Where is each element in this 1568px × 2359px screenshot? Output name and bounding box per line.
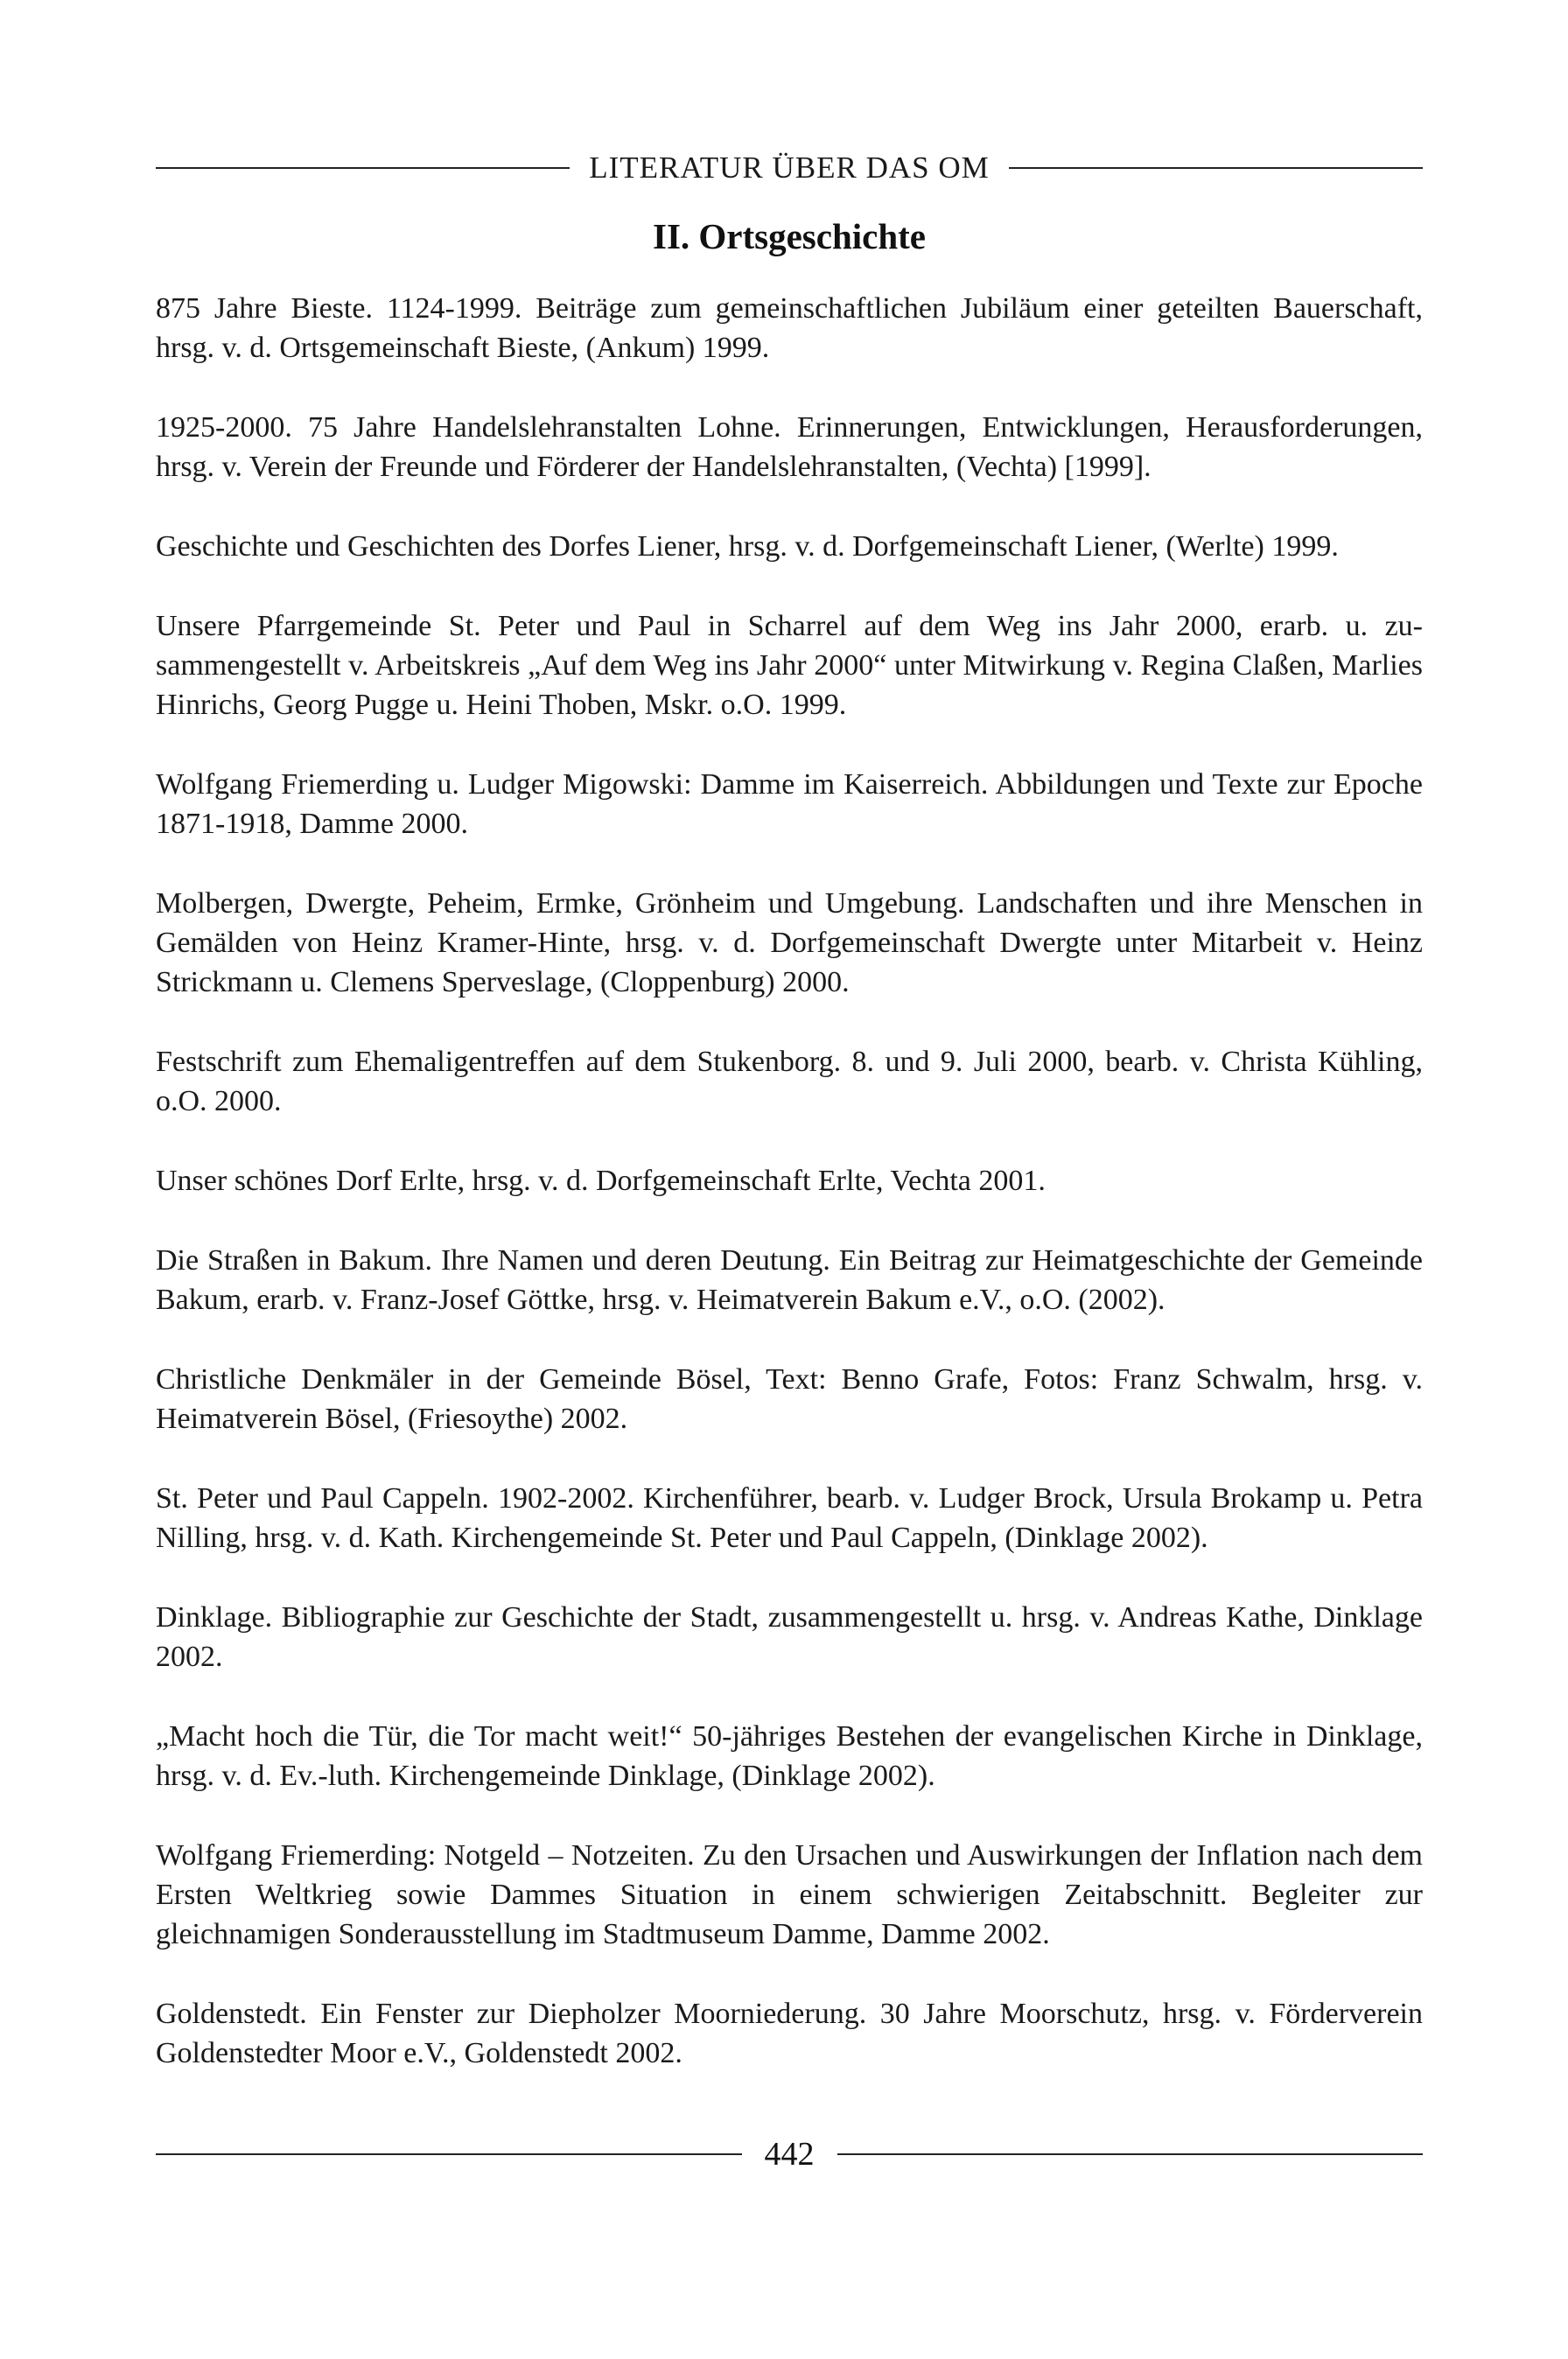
bibliography-entry: 1925-2000. 75 Jahre Handelslehranstalten Lohne. Erinnerungen, Entwicklungen, Herausforderungen, hrsg. v. Verein der Freunde und Förderer der Handelslehranstalten, (Vechta) [1999]. xyxy=(156,411,1423,483)
bibliography-entry: Festschrift zum Ehemaligentreffen auf dem Stukenborg. 8. und 9. Juli 2000, bearb. v. Christa Kühling, o.O. 2000. xyxy=(156,1046,1423,1117)
section-title: II. Ortsgeschichte xyxy=(652,216,926,256)
running-title: LITERATUR ÜBER DAS OM xyxy=(589,150,990,185)
bibliography-entry: Goldenstedt. Ein Fenster zur Diepholzer Moorniederung. 30 Jahre Moorschutz, hrsg. v. Förderverein Goldenstedter Moor e.V., Goldenstedt 2002. xyxy=(156,1998,1423,2069)
footer-rule-right xyxy=(837,2153,1424,2155)
bibliography-list xyxy=(156,289,1423,2113)
bibliography-entry: Unser schönes Dorf Erlte, hrsg. v. d. Dorfgemeinschaft Erlte, Vechta 2001. xyxy=(156,1165,1046,1197)
bibliography-entry: 875 Jahre Bieste. 1124-1999. Beiträge zum gemeinschaftlichen Jubiläum einer geteilten Bauerschaft, hrsg. v. d. Ortsgemeinschaft Bieste, (Ankum) 1999. xyxy=(156,292,1423,364)
bibliography-entry: Dinklage. Bibliographie zur Geschichte der Stadt, zusammengestellt u. hrsg. v. Andreas Kathe, Dinklage 2002. xyxy=(156,1601,1423,1673)
running-header xyxy=(156,150,1423,186)
bibliography-entry: Die Straßen in Bakum. Ihre Namen und deren Deutung. Ein Beitrag zur Heimatgeschichte der Gemeinde Bakum, erarb. v. Franz-Josef Göttke, hrsg. v. Heimatverein Bakum e.V., o.O. (2002). xyxy=(156,1244,1423,1316)
header-rule-left xyxy=(156,167,570,169)
bibliography-entry: Wolfgang Friemerding u. Ludger Migowski: Damme im Kaiserreich. Abbildungen und Texte zur Epoche 1871-1918, Damme 2000. xyxy=(156,768,1423,840)
bibliography-entry: St. Peter und Paul Cappeln. 1902-2002. Kirchenführer, bearb. v. Ludger Brock, Ursula Brokamp u. Petra Nilling, hrsg. v. d. Kath. Kirchengemeinde St. Peter und Paul Cappeln, (Dinklage 2002). xyxy=(156,1482,1423,1554)
footer-rule-left xyxy=(156,2153,742,2155)
page-footer xyxy=(156,2135,1423,2174)
bibliography-entry: „Macht hoch die Tür, die Tor macht weit!“ 50-jähriges Bestehen der evangelischen Kirche in Dinklage, hrsg. v. d. Ev.-luth. Kirchengemeinde Dinklage, (Dinklage 2002). xyxy=(156,1720,1423,1792)
bibliography-entry: Wolfgang Friemerding: Notgeld – Notzeiten. Zu den Ursachen und Auswirkungen der Inflation nach dem Ersten Weltkrieg sowie Dammes Situation in einem schwierigen Zeitabschnitt. Begleiter zur gleichnamigen Sonderausstellung im Stadtmuseum Damme, Damme 2002. xyxy=(156,1839,1423,1950)
bibliography-entry: Christliche Denkmäler in der Gemeinde Bösel, Text: Benno Grafe, Fotos: Franz Schwalm, hrsg. v. Heimatverein Bösel, (Friesoythe) 2002. xyxy=(156,1363,1423,1435)
bibliography-entry: Geschichte und Geschichten des Dorfes Liener, hrsg. v. d. Dorfgemeinschaft Liener, (Werlte) 1999. xyxy=(156,530,1339,563)
page-number: 442 xyxy=(764,2136,815,2173)
bibliography-entry: Unsere Pfarrgemeinde St. Peter und Paul in Scharrel auf dem Weg ins Jahr 2000, erarb. u. zusammengestellt v. Arbeitskreis „Auf dem Weg ins Jahr 2000“ unter Mitwirkung v. Regina Claßen, Marlies Hinrichs, Georg Pugge u. Heini Thoben, Mskr. o.O. 1999. xyxy=(156,610,1423,721)
bibliography-entry: Molbergen, Dwergte, Peheim, Ermke, Grönheim und Umgebung. Landschaften und ihre Menschen in Gemälden von Heinz Kramer-Hinte, hrsg. v. d. Dorfgemeinschaft Dwergte unter Mitarbeit v. Heinz Strickmann u. Clemens Sperveslage, (Cloppenburg) 2000. xyxy=(156,887,1423,998)
header-rule-right xyxy=(1009,167,1423,169)
